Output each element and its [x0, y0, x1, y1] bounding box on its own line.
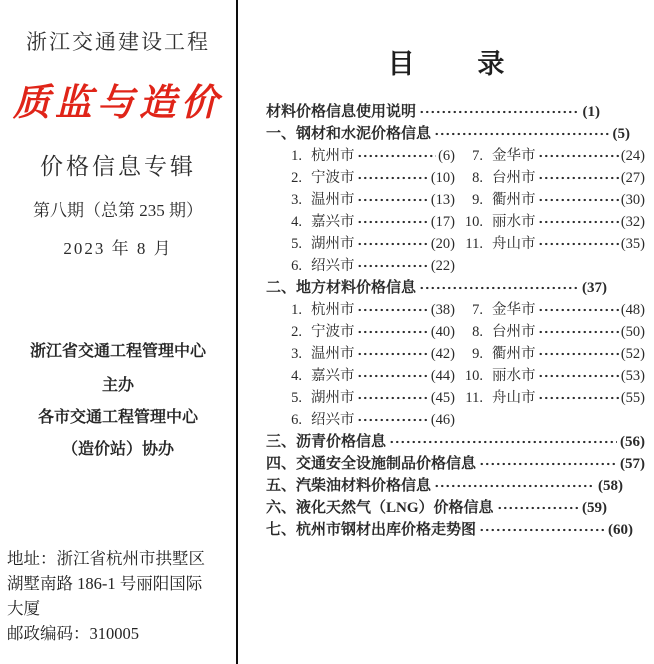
toc-entry-section-6: [266, 497, 607, 519]
dot-leader: [538, 145, 619, 167]
toc-entry: [455, 233, 645, 255]
section-2-city-list: [278, 299, 645, 431]
entry-page: (44): [430, 368, 455, 384]
entry-title: 金华市: [492, 302, 536, 318]
toc-entry-section-5: [266, 475, 623, 497]
toc-entry-section-1: [266, 123, 630, 145]
entry-page: (57): [620, 456, 645, 472]
journal-title: 质监与造价: [13, 83, 223, 124]
toc-entry: [278, 233, 455, 255]
toc-entry-empty: [455, 255, 645, 277]
co-organizer-role: （造价站）协办: [61, 441, 174, 458]
entry-page: (13): [430, 192, 455, 208]
entry-number: 9.: [472, 346, 483, 362]
dot-leader: [357, 321, 429, 343]
toc-entry: [278, 365, 455, 387]
dot-leader: [357, 211, 429, 233]
toc-entry: [278, 255, 455, 277]
dot-leader: [538, 167, 619, 189]
toc-entry: [278, 343, 455, 365]
entry-number: 4.: [291, 368, 302, 384]
entry-page: (1): [582, 104, 600, 120]
cover-panel: [0, 0, 236, 664]
toc-entry: [455, 189, 645, 211]
entry-number: 7.: [472, 302, 483, 318]
toc-entry: [455, 387, 645, 409]
entry-number: 8.: [472, 324, 483, 340]
entry-title: 六、液化天然气（LNG）价格信息: [266, 500, 494, 516]
entry-title: 五、汽柴油材料价格信息: [266, 478, 432, 494]
dot-leader: [434, 475, 595, 497]
toc-entry: [455, 299, 645, 321]
postcode-line: 邮政编码：310005: [7, 624, 139, 643]
dot-leader: [357, 299, 429, 321]
dot-leader: [538, 299, 619, 321]
toc-entry: [278, 189, 455, 211]
entry-page: (45): [430, 390, 455, 406]
entry-title: 三、沥青价格信息: [266, 434, 387, 450]
entry-title: 嘉兴市: [311, 214, 355, 230]
address-block: [7, 546, 230, 646]
entry-title: 二、地方材料价格信息: [266, 280, 417, 296]
dot-leader: [357, 409, 429, 431]
toc-entry: [278, 211, 455, 233]
entry-title: 金华市: [492, 148, 536, 164]
organizer-role: 主办: [101, 377, 134, 394]
toc-entry: [278, 387, 455, 409]
entry-page: (30): [620, 192, 645, 208]
entry-page: (32): [620, 214, 645, 230]
entry-title: 宁波市: [311, 170, 355, 186]
entry-page: (58): [598, 478, 623, 494]
entry-number: 9.: [472, 192, 483, 208]
entry-page: (40): [430, 324, 455, 340]
journal-subtitle: 价格信息专辑: [40, 154, 196, 179]
entry-title: 绍兴市: [311, 258, 355, 274]
entry-page: (10): [430, 170, 455, 186]
entry-title: 绍兴市: [311, 412, 355, 428]
toc-entry: [455, 321, 645, 343]
toc-entry-section-3: [266, 431, 645, 453]
entry-title: 温州市: [311, 346, 355, 362]
entry-page: (50): [620, 324, 645, 340]
entry-number: 1.: [291, 302, 302, 318]
entry-number: 3.: [291, 192, 302, 208]
toc-entry: [278, 145, 455, 167]
dot-leader: [357, 189, 429, 211]
toc-entry: [455, 167, 645, 189]
entry-title: 一、钢材和水泥价格信息: [266, 126, 432, 142]
entry-title: 台州市: [492, 324, 536, 340]
entry-title: 丽水市: [492, 214, 536, 230]
entry-title: 台州市: [492, 170, 536, 186]
entry-number: 8.: [472, 170, 483, 186]
toc-entry: [455, 365, 645, 387]
entry-page: (5): [612, 126, 630, 142]
entry-number: 1.: [291, 148, 302, 164]
entry-title: 杭州市: [311, 302, 355, 318]
entry-title: 湖州市: [311, 236, 355, 252]
entry-title: 衢州市: [492, 346, 536, 362]
address-line: 地址：浙江省杭州市拱墅区: [7, 549, 205, 568]
entry-page: (35): [620, 236, 645, 252]
entry-number: 5.: [291, 236, 302, 252]
toc-entry: [455, 145, 645, 167]
toc-entry: [278, 321, 455, 343]
dot-leader: [538, 343, 619, 365]
entry-page: (52): [620, 346, 645, 362]
toc-panel: [238, 0, 654, 664]
entry-title: 温州市: [311, 192, 355, 208]
entry-page: (6): [438, 148, 455, 164]
toc-entry: [278, 299, 455, 321]
entry-page: (48): [620, 302, 645, 318]
entry-number: 11.: [465, 236, 483, 252]
entry-title: 嘉兴市: [311, 368, 355, 384]
entry-number: 7.: [472, 148, 483, 164]
dot-leader: [357, 167, 429, 189]
toc-entry: [278, 167, 455, 189]
address-line: 大厦: [7, 599, 40, 618]
dot-leader: [357, 145, 437, 167]
entry-page: (27): [620, 170, 645, 186]
toc-entry-section-7: [266, 519, 633, 541]
entry-number: 11.: [465, 390, 483, 406]
dot-leader: [357, 255, 429, 277]
entry-page: (20): [430, 236, 455, 252]
entry-title: 宁波市: [311, 324, 355, 340]
entry-number: 2.: [291, 324, 302, 340]
entry-page: (53): [620, 368, 645, 384]
entry-page: (24): [620, 148, 645, 164]
entry-page: (56): [620, 434, 645, 450]
entry-page: (42): [430, 346, 455, 362]
issue-date: 2023 年 8 月: [63, 239, 173, 258]
entry-number: 6.: [291, 412, 302, 428]
dot-leader: [479, 519, 605, 541]
section-1-city-list: [278, 145, 645, 277]
toc-list: [238, 101, 654, 541]
dot-leader: [538, 189, 619, 211]
entry-title: 材料价格信息使用说明: [266, 104, 417, 120]
dot-leader: [434, 123, 609, 145]
entry-number: 2.: [291, 170, 302, 186]
toc-entry-section-4: [266, 453, 645, 475]
entry-number: 4.: [291, 214, 302, 230]
organizer-name: 浙江省交通工程管理中心: [29, 343, 206, 360]
toc-entry-section-2: [266, 277, 607, 299]
series-title: 浙江交通建设工程: [26, 30, 210, 54]
entry-page: (60): [608, 522, 633, 538]
address-line: 湖墅南路 186-1 号丽阳国际: [7, 574, 203, 593]
dot-leader: [538, 211, 619, 233]
co-organizer-name: 各市交通工程管理中心: [37, 409, 198, 426]
entry-page: (55): [620, 390, 645, 406]
toc-entry: [455, 211, 645, 233]
toc-entry: [455, 343, 645, 365]
dot-leader: [357, 343, 429, 365]
entry-number: 3.: [291, 346, 302, 362]
dot-leader: [479, 453, 617, 475]
entry-page: (22): [430, 258, 455, 274]
entry-title: 衢州市: [492, 192, 536, 208]
entry-title: 湖州市: [311, 390, 355, 406]
entry-title: 舟山市: [492, 390, 536, 406]
entry-title: 舟山市: [492, 236, 536, 252]
entry-page: (59): [582, 500, 607, 516]
dot-leader: [538, 321, 619, 343]
dot-leader: [389, 431, 617, 453]
dot-leader: [419, 101, 579, 123]
toc-entry: [278, 409, 455, 431]
entry-page: (38): [430, 302, 455, 318]
entry-page: (17): [430, 214, 455, 230]
dot-leader: [538, 387, 619, 409]
toc-entry-preface: [266, 101, 600, 123]
dot-leader: [419, 277, 579, 299]
entry-page: (37): [582, 280, 607, 296]
dot-leader: [538, 233, 619, 255]
dot-leader: [357, 387, 429, 409]
dot-leader: [538, 365, 619, 387]
dot-leader: [357, 233, 429, 255]
entry-page: (46): [430, 412, 455, 428]
dot-leader: [357, 365, 429, 387]
dot-leader: [497, 497, 579, 519]
entry-title: 七、杭州市钢材出库价格走势图: [266, 522, 477, 538]
entry-number: 6.: [291, 258, 302, 274]
toc-entry-empty: [455, 409, 645, 431]
toc-title: 目 录: [387, 49, 533, 79]
entry-number: 5.: [291, 390, 302, 406]
entry-title: 丽水市: [492, 368, 536, 384]
entry-number: 10.: [464, 214, 483, 230]
entry-number: 10.: [464, 368, 483, 384]
entry-title: 杭州市: [311, 148, 355, 164]
issue-number: 第八期（总第 235 期）: [33, 201, 203, 220]
entry-title: 四、交通安全设施制品价格信息: [266, 456, 477, 472]
